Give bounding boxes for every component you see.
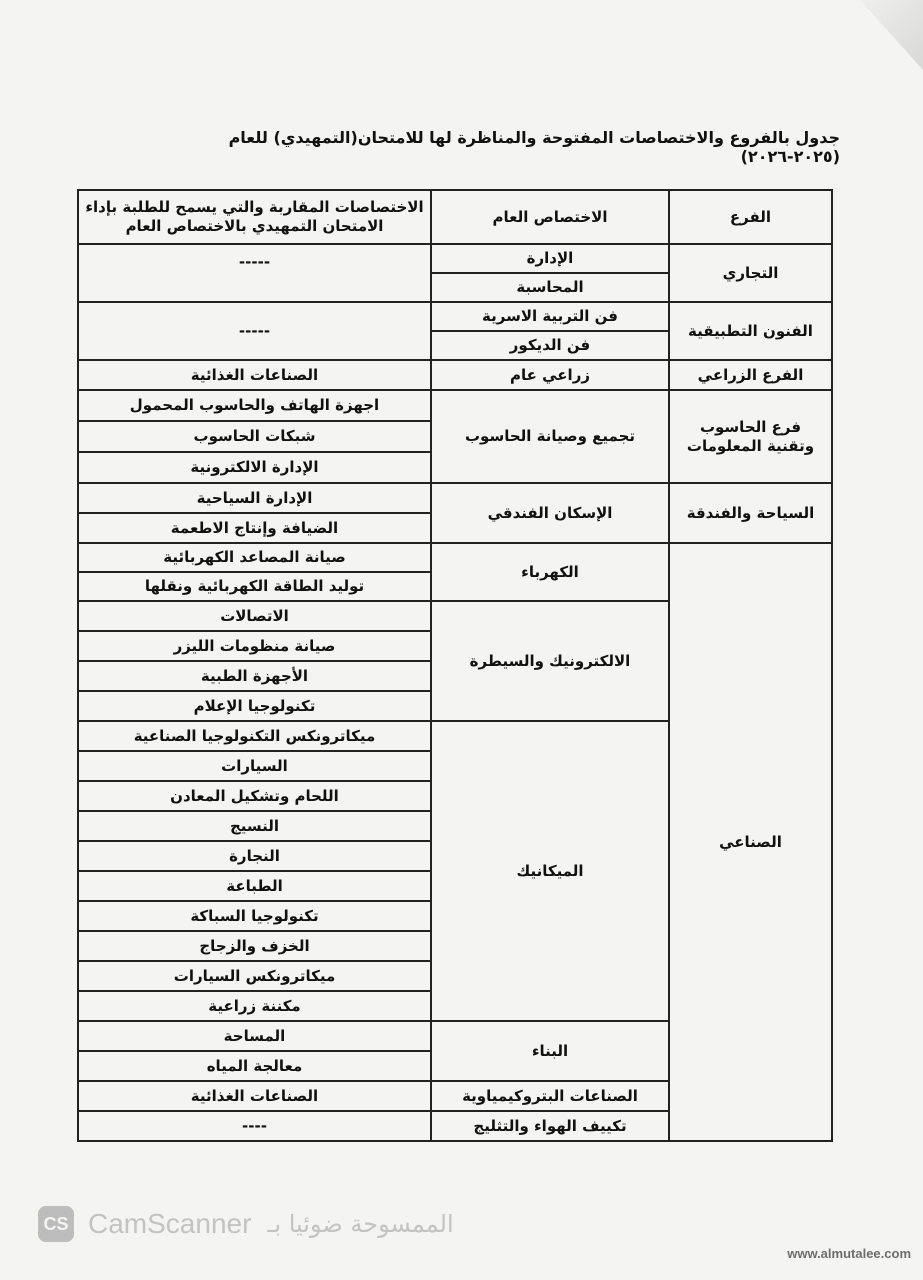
related-cell: توليد الطاقة الكهربائية ونقلها — [78, 572, 431, 601]
related-cell: اجهزة الهاتف والحاسوب المحمول — [78, 390, 431, 421]
camscanner-logo-icon: CS — [38, 1206, 74, 1242]
related-cell: ---- — [78, 1111, 431, 1141]
related-cell: الضيافة وإنتاج الاطعمة — [78, 513, 431, 543]
general-cell: تكييف الهواء والتثليج — [431, 1111, 669, 1141]
general-cell: زراعي عام — [431, 360, 669, 390]
header-general-specialization: الاختصاص العام — [431, 190, 669, 244]
camscanner-arabic-note: الممسوحة ضوئيا بـ — [267, 1210, 454, 1238]
related-cell: ميكاترونكس السيارات — [78, 961, 431, 991]
general-cell: الالكترونيك والسيطرة — [431, 601, 669, 721]
related-cell: ----- — [78, 244, 431, 302]
general-cell: الإدارة — [431, 244, 669, 273]
general-cell: الإسكان الفندقي — [431, 483, 669, 543]
document-title: جدول بالفروع والاختصاصات المفتوحة والمناظرة لها للامتحان(التمهيدي) للعام (٢٠٢٥-٢٠٢٦) — [228, 128, 840, 166]
table-header-row — [78, 190, 832, 244]
camscanner-name: CamScanner — [88, 1208, 252, 1239]
table-row — [78, 244, 832, 273]
related-cell: النسيج — [78, 811, 431, 841]
branch-cell: الصناعي — [669, 543, 832, 1141]
related-cell: تكنولوجيا الإعلام — [78, 691, 431, 721]
branch-cell: الفرع الزراعي — [669, 360, 832, 390]
related-cell: الصناعات الغذائية — [78, 360, 431, 390]
related-cell: النجارة — [78, 841, 431, 871]
general-cell: البناء — [431, 1021, 669, 1081]
related-cell: السيارات — [78, 751, 431, 781]
general-cell: فن الديكور — [431, 331, 669, 360]
branch-cell: فرع الحاسوب وتقنية المعلومات — [669, 390, 832, 483]
general-cell: المحاسبة — [431, 273, 669, 302]
related-cell: ----- — [78, 302, 431, 360]
branch-cell: الفنون التطبيقية — [669, 302, 832, 360]
related-cell: معالجة المياه — [78, 1051, 431, 1081]
related-cell: الإدارة السياحية — [78, 483, 431, 513]
related-cell: ميكاترونكس التكنولوجيا الصناعية — [78, 721, 431, 751]
page-corner-fold — [833, 0, 923, 70]
general-cell: الميكانيك — [431, 721, 669, 1021]
branch-cell: التجاري — [669, 244, 832, 302]
general-cell: تجميع وصيانة الحاسوب — [431, 390, 669, 483]
related-cell: الطباعة — [78, 871, 431, 901]
website-watermark: www.almutalee.com — [787, 1246, 911, 1261]
related-cell: الاتصالات — [78, 601, 431, 631]
header-related-specializations: الاختصاصات المقاربة والتي يسمح للطلبة بإداء الامتحان التمهيدي بالاختصاص العام — [78, 190, 431, 244]
related-cell: الأجهزة الطبية — [78, 661, 431, 691]
general-cell: الكهرباء — [431, 543, 669, 601]
camscanner-watermark — [38, 1206, 454, 1242]
table-row — [78, 483, 832, 513]
related-cell: شبكات الحاسوب — [78, 421, 431, 452]
related-cell: اللحام وتشكيل المعادن — [78, 781, 431, 811]
branch-cell: السياحة والفندقة — [669, 483, 832, 543]
general-cell: فن التربية الاسرية — [431, 302, 669, 331]
table-row — [78, 360, 832, 390]
related-cell: الصناعات الغذائية — [78, 1081, 431, 1111]
related-cell: صيانة منظومات الليزر — [78, 631, 431, 661]
table-row — [78, 390, 832, 421]
specializations-table — [77, 189, 833, 1142]
related-cell: تكنولوجيا السباكة — [78, 901, 431, 931]
general-cell: الصناعات البتروكيمياوية — [431, 1081, 669, 1111]
related-cell: الإدارة الالكترونية — [78, 452, 431, 483]
related-cell: مكننة زراعية — [78, 991, 431, 1021]
related-cell: صيانة المصاعد الكهربائية — [78, 543, 431, 572]
header-branch: الفرع — [669, 190, 832, 244]
table-row — [78, 302, 832, 331]
table-row — [78, 543, 832, 572]
related-cell: المساحة — [78, 1021, 431, 1051]
related-cell: الخزف والزجاج — [78, 931, 431, 961]
